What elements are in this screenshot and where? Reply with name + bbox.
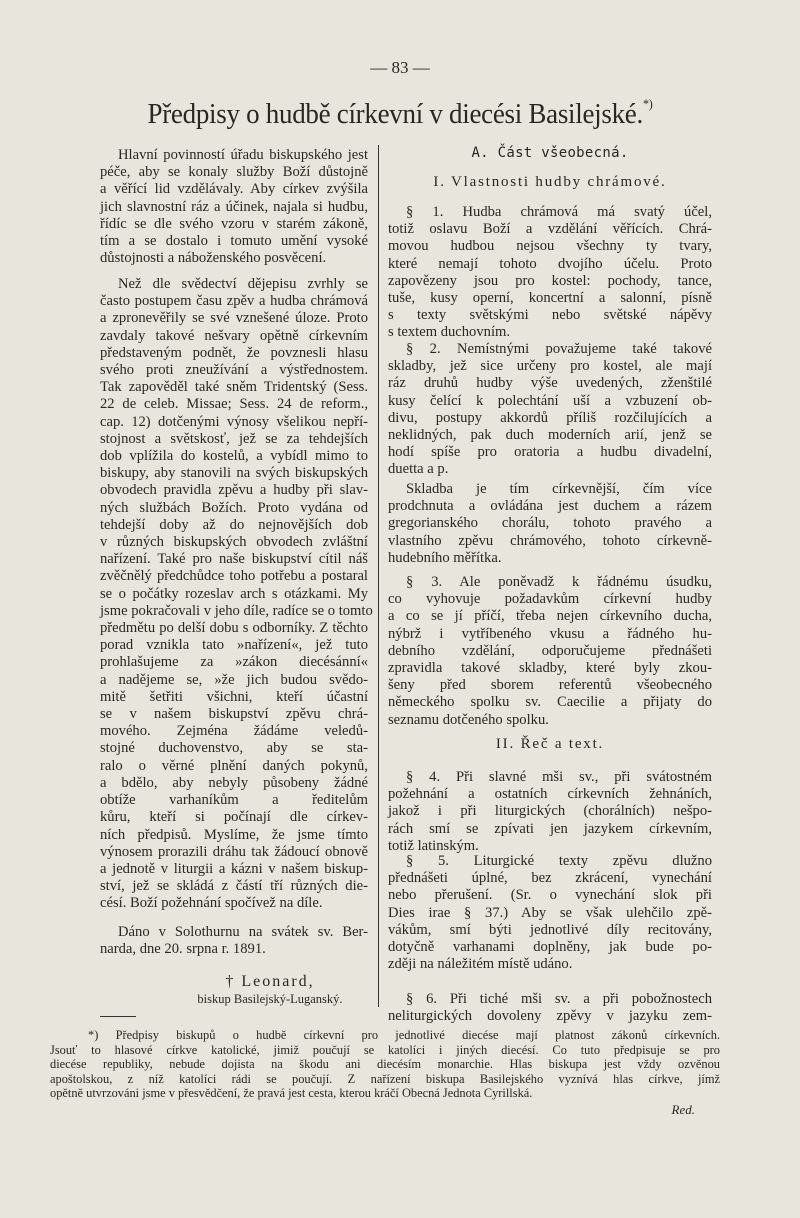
text-line: a věřící lid vzdělávaly. Aby církev zvýšila bbox=[100, 181, 368, 198]
text-line: často postupem času zpěv a hudba chrámová bbox=[100, 293, 368, 310]
paragraph-dated bbox=[100, 924, 368, 958]
text-line: Skladba je tím církevnější, čím více bbox=[406, 481, 712, 497]
text-line: § 3. Ale poněvadž k řádnému úsudku, bbox=[406, 574, 712, 590]
text-line: se v našem biskupství zpěvu chrá- bbox=[100, 706, 368, 723]
text-line: obtíže varhaníkům a ředitelům bbox=[100, 792, 368, 809]
text-line: totiž oslavu Boží a vzdělání věřících. Chrá- bbox=[388, 221, 712, 238]
column-divider bbox=[378, 145, 379, 1007]
text-line: tím a se dostalo i tomuto umění vysoké bbox=[100, 233, 368, 250]
footnote-rule bbox=[100, 1016, 136, 1017]
text-line: ství, jež se skládá z částí tří různých die- bbox=[100, 878, 368, 895]
text-line: přednášeti úplné, bez zkrácení, vynechání bbox=[388, 870, 712, 887]
text-line: Jsouť to hlasové církve katolické, jimiž poučují se katolíci i jiných diecésí. Co tuto předpisuje se pro bbox=[50, 1042, 720, 1057]
paragraph-s6 bbox=[388, 991, 712, 1025]
text-line: cap. 12) dotčenými výnosy všelikou nepří- bbox=[100, 413, 368, 430]
paragraph-s3 bbox=[388, 574, 712, 729]
text-line: zvěčnělý předchůdce toho potřebu a postaral bbox=[100, 568, 368, 585]
text-line: gregorianského chorálu, tohoto pravého a bbox=[388, 515, 712, 532]
text-line: představeným podnět, že povznesli hlasu bbox=[100, 344, 368, 361]
text-line: § 5. Liturgické texty zpěvu dlužno bbox=[406, 853, 712, 869]
text-line: ných službách Božích. Proto vydána od bbox=[100, 499, 368, 516]
text-line: mitě šetřiti všichni, kteří účastní bbox=[100, 688, 368, 705]
text-line: vákům, smí býti jednotlivé díly recitovány, bbox=[388, 921, 712, 938]
paragraph-history bbox=[100, 276, 373, 913]
text-line: tehdejší doby až do nejnovějších dob bbox=[100, 516, 368, 533]
text-line: ních předpisů. Myslíme, že jsme tímto bbox=[100, 826, 368, 843]
text-line: německého spolku sv. Caecilie a přijaty do bbox=[388, 694, 712, 711]
text-line: rách smí se zpívati jen jazykem církevním, bbox=[388, 820, 712, 837]
text-line: vlastního zpěvu chrámového, tohoto církevně- bbox=[388, 532, 712, 549]
text-line: totiž latinským. bbox=[388, 837, 479, 854]
text-line: biskupy, aby stanovili na svých biskupských bbox=[100, 465, 368, 482]
footnote bbox=[50, 1028, 720, 1101]
text-line: nebo přerušení. (Sr. o vynechání slok při bbox=[388, 887, 712, 904]
text-line: a nadějeme se, »že jich budou svědo- bbox=[100, 671, 368, 688]
text-line: stojné duchovenstvo, aby se sta- bbox=[100, 740, 368, 757]
text-line: jakož i při liturgických (chorálních) nešpo- bbox=[388, 803, 712, 820]
text-line: Dies irae § 37.) Aby se však ulehčilo zpě- bbox=[388, 904, 712, 921]
text-line: co vyhovuje požadavkům církevní hudby bbox=[388, 591, 712, 608]
text-line: stojnost a světskosť, jež se za tehdejších bbox=[100, 430, 368, 447]
text-line: šeny před sborem referentů všeobecného bbox=[388, 677, 712, 694]
text-line: obvodech pravidla zpěvu a hudby při slav- bbox=[100, 482, 368, 499]
text-line: zapovězeny jsou pro kostel: pochody, tance, bbox=[388, 272, 712, 289]
text-line: v různých biskupských obvodech zvláštní bbox=[100, 534, 368, 551]
section-heading-a: A. Část všeobecná. bbox=[471, 145, 629, 161]
text-line: nýbrž i vytříbeného vkusu a řádného hu- bbox=[388, 625, 712, 642]
text-line: Než dle svědectví dějepisu zvrhly se bbox=[118, 276, 368, 292]
text-line: § 4. Při slavné mši sv., při svátostném bbox=[406, 769, 712, 785]
text-line: prohlašujeme za »zákon diecésánní« bbox=[100, 654, 368, 671]
text-line: skladby, jež sice určeny pro kostel, ale mají bbox=[388, 358, 712, 375]
text-line: výnosem prorazili dráhu tak žádoucí obnově bbox=[100, 843, 368, 860]
text-line: neliturgických dovoleny zpěvy v jazyku zem- bbox=[388, 1008, 712, 1025]
text-line: divu, postupy akkordů příliš rozčilujících a bbox=[388, 409, 712, 426]
text-line: kusy čelící k polechtání uší a vzbuzení ob- bbox=[388, 392, 712, 409]
text-line: § 6. Při tiché mši sv. a při pobožnostech bbox=[406, 991, 712, 1007]
footnote-signature: Red. bbox=[671, 1102, 695, 1117]
text-line: Dáno v Solothurnu na svátek sv. Ber- bbox=[118, 924, 368, 940]
text-line: Hlavní povinností úřadu biskupského jest bbox=[118, 147, 368, 163]
text-line: zději na náležitém místě udáno. bbox=[388, 956, 573, 973]
text-line: ralo o věrné plnění daných pokynů, bbox=[100, 757, 368, 774]
text-line: dob vplížila do kostelů, a vybídl mimo to bbox=[100, 448, 368, 465]
text-line: zavdaly takové nešvary opětně církevním bbox=[100, 327, 368, 344]
text-line: mového. Zejména žádáme veledů- bbox=[100, 723, 368, 740]
text-line: opětně utvrzováni jsme v přesvědčení, že pravá jest cesta, kterou kráčí Obecná Jednota Cyrillská. bbox=[50, 1086, 533, 1100]
text-line: s textem duchovním. bbox=[388, 324, 511, 341]
text-line: movou hudbou nejsou všechny ty tvary, bbox=[388, 238, 712, 255]
text-line: seznamu dotčeného spolku. bbox=[388, 711, 549, 728]
text-line: jsme pokračovali v jeho díle, radíce se o tomto bbox=[100, 602, 373, 619]
title-text: Předpisy o hudbě církevní v diecési Basilejské. bbox=[147, 98, 643, 130]
text-line: řídíc se dle svého vzoru v starém zákoně, bbox=[100, 215, 368, 232]
section-heading-i: I. Vlastnosti hudby chrámové. bbox=[433, 174, 667, 190]
signature-name: † Leonard, bbox=[225, 973, 315, 990]
text-line: hudebního měřítka. bbox=[388, 549, 502, 566]
text-line: důstojnosti a náboženského posvěcení. bbox=[100, 250, 327, 267]
signature-block bbox=[170, 973, 370, 1007]
text-line: ráz druhů hudby výše uvedených, zženštilé bbox=[388, 375, 712, 392]
page-number: — 83 — bbox=[370, 58, 430, 77]
text-line: diecése republiky, nebude dojista na škodu ani diecésím monarchie. Hlas biskupa jest vždy ozvěnou bbox=[50, 1057, 720, 1071]
text-line: 22 de celeb. Missae; Sess. 24 de reform., bbox=[100, 396, 368, 413]
text-line: prodchnuta a ovládána jest duchem a rázem bbox=[388, 498, 712, 515]
text-line: se o počátky rozeslav arch s otázkami. My bbox=[100, 585, 368, 602]
text-line: a zpronevěřily se své vznešené úloze. Proto bbox=[100, 310, 368, 327]
text-line: dotyčně varhanami doplněny, jak bude po- bbox=[388, 939, 712, 956]
text-line: Tak zapověděl také sněm Tridentský (Sess. bbox=[100, 379, 368, 396]
signature-title: biskup Basilejský-Luganský. bbox=[197, 992, 343, 1006]
text-line: duetta a p. bbox=[388, 461, 449, 478]
text-line: porad vznikla tato »nařízení«, jež tuto bbox=[100, 637, 368, 654]
footnote-mark: *) bbox=[642, 96, 653, 111]
paragraph-intro bbox=[100, 147, 368, 267]
paragraph-s1 bbox=[388, 204, 712, 342]
text-line: § 2. Nemístnými považujeme také takové bbox=[406, 341, 712, 357]
page-title bbox=[28, 98, 772, 131]
text-line: předmětu po delší dobu s odborníky. Z těchto bbox=[100, 620, 368, 637]
text-line: jich slavnostní ráz a účinek, najala si hudbu, bbox=[100, 198, 368, 215]
text-line: narda, dne 20. srpna r. 1891. bbox=[100, 941, 266, 958]
text-line: a bdělo, aby nebyly působeny žádné bbox=[100, 774, 368, 791]
text-line: které nemají tohoto dvojího účelu. Proto bbox=[388, 255, 712, 272]
text-line: a co se jí příčí, třeba nejen církevního ducha, bbox=[388, 608, 712, 625]
text-line: apoštolskou, z níž katolíci rádi se poučují. Z nařízení biskupa Basilejského vyznívá hlas církve, jímž bbox=[50, 1071, 720, 1086]
paragraph-s2 bbox=[388, 341, 712, 479]
text-line: *) Předpisy biskupů o hudbě církevní pro jednotlivé diecése mají platnost zákonů církevních. bbox=[88, 1028, 720, 1042]
text-line: kůru, kteří si počínají dle církev- bbox=[100, 809, 368, 826]
text-line: péče, aby se konaly služby Boží důstojně bbox=[100, 164, 368, 181]
text-line: a jednotě v liturgii a kázni v našem biskup- bbox=[100, 860, 368, 877]
text-line: hodí spíše pro oratoria a hudbu divadelní, bbox=[388, 444, 712, 461]
paragraph-s4 bbox=[388, 769, 712, 855]
text-line: požehnání a ostatních církevních žehnáních, bbox=[388, 786, 712, 803]
text-line: § 1. Hudba chrámová má svatý účel, bbox=[406, 204, 712, 220]
text-line: tuše, kusy operní, koncertní a salonní, písně bbox=[388, 290, 712, 307]
text-line: césí. Boží požehnání spočívež na díle. bbox=[100, 895, 323, 912]
paragraph-s2b bbox=[388, 481, 712, 567]
text-line: s texty světskými nebo světské nápěvy bbox=[388, 307, 712, 324]
text-line: zpravidla takové skladby, které byly zkou- bbox=[388, 660, 712, 677]
text-line: nařízení. Také pro naše biskupství cítil náš bbox=[100, 551, 368, 568]
paragraph-s5 bbox=[388, 853, 712, 973]
text-line: debního vzdělání, odporučujeme přednášeti bbox=[388, 642, 712, 659]
text-line: neklidných, pak duch moderních arií, jenž se bbox=[388, 427, 712, 444]
section-heading-ii: II. Řeč a text. bbox=[495, 736, 605, 752]
text-line: svého proti zneužívání a výstřednostem. bbox=[100, 362, 368, 379]
